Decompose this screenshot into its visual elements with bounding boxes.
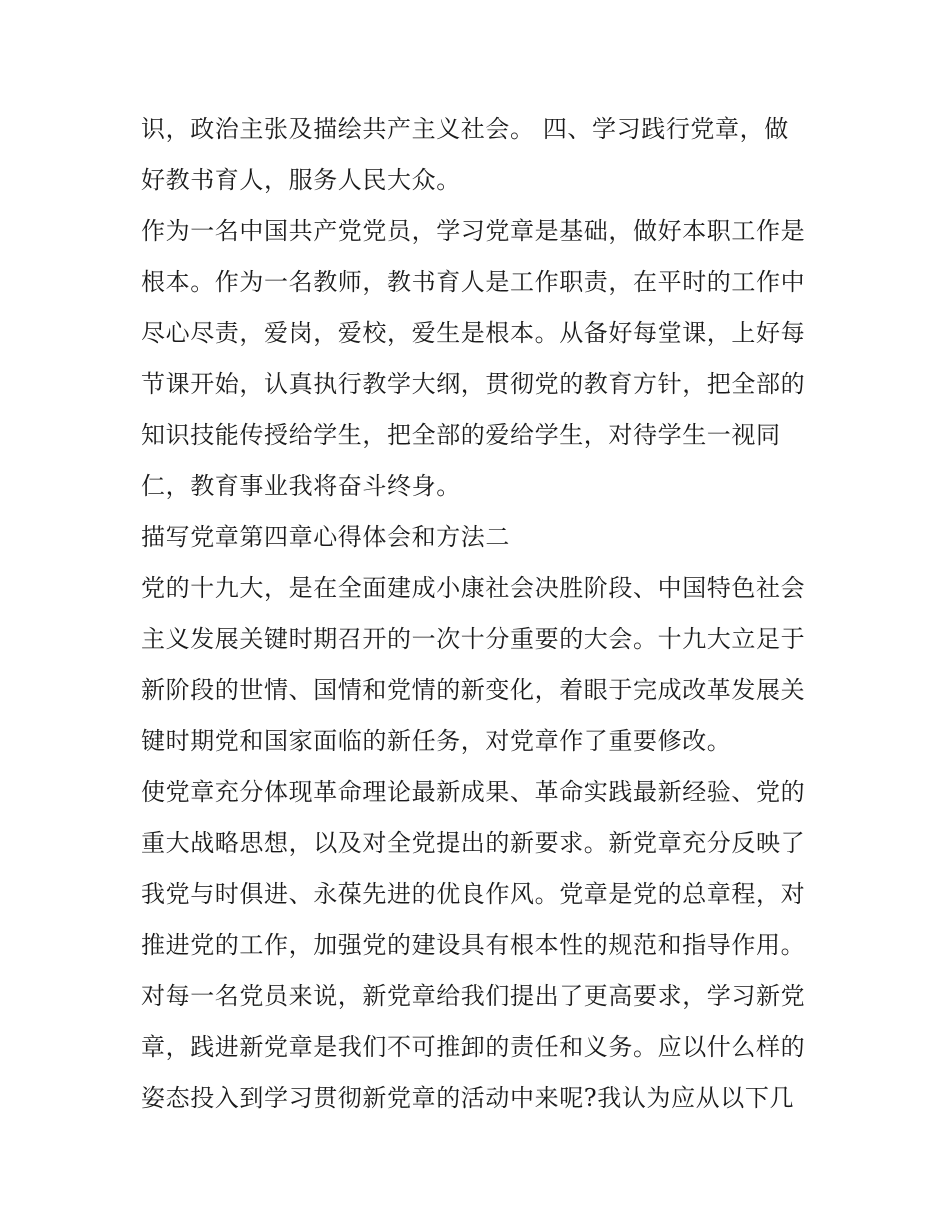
text-line: 节课开始，认真执行教学大纲，贯彻党的教育方针，把全部的 [141,370,806,398]
text-line: 使党章充分体现革命理论最新成果、革命实践最新经验、党的 [141,778,806,806]
document-body [141,104,821,1124]
text-line: 作为一名中国共产党党员，学习党章是基础，做好本职工作是 [141,217,806,245]
text-line: 仁，教育事业我将奋斗终身。 [141,472,461,500]
text-line: 推进党的工作，加强党的建设具有根本性的规范和指导作用。 [141,931,806,959]
text-line: 识，政治主张及描绘共产主义社会。 四、学习践行党章，做 [141,115,789,143]
text-line: 尽心尽责，爱岗，爱校，爱生是根本。从备好每堂课，上好每 [141,319,806,347]
text-line: 姿态投入到学习贯彻新党章的活动中来呢?我认为应从以下几 [141,1084,795,1112]
text-line: 新阶段的世情、国情和党情的新变化，着眼于完成改革发展关 [141,676,806,704]
text-line: 党的十九大，是在全面建成小康社会决胜阶段、中国特色社会 [141,574,806,602]
text-line: 键时期党和国家面临的新任务，对党章作了重要修改。 [141,727,732,755]
text-line: 重大战略思想，以及对全党提出的新要求。新党章充分反映了 [141,829,806,857]
text-line: 主义发展关键时期召开的一次十分重要的大会。十九大立足于 [141,625,806,653]
text-line: 根本。作为一名教师，教书育人是工作职责，在平时的工作中 [141,268,806,296]
text-line: 知识技能传授给学生，把全部的爱给学生，对待学生一视同 [141,421,781,449]
text-line: 我党与时俱进、永葆先进的优良作风。党章是党的总章程，对 [141,880,806,908]
section-heading: 描写党章第四章心得体会和方法二 [141,523,510,551]
text-line: 好教书育人，服务人民大众。 [141,166,461,194]
text-line: 对每一名党员来说，新党章给我们提出了更高要求，学习新党 [141,982,806,1010]
text-line: 章，践进新党章是我们不可推卸的责任和义务。应以什么样的 [141,1033,806,1061]
